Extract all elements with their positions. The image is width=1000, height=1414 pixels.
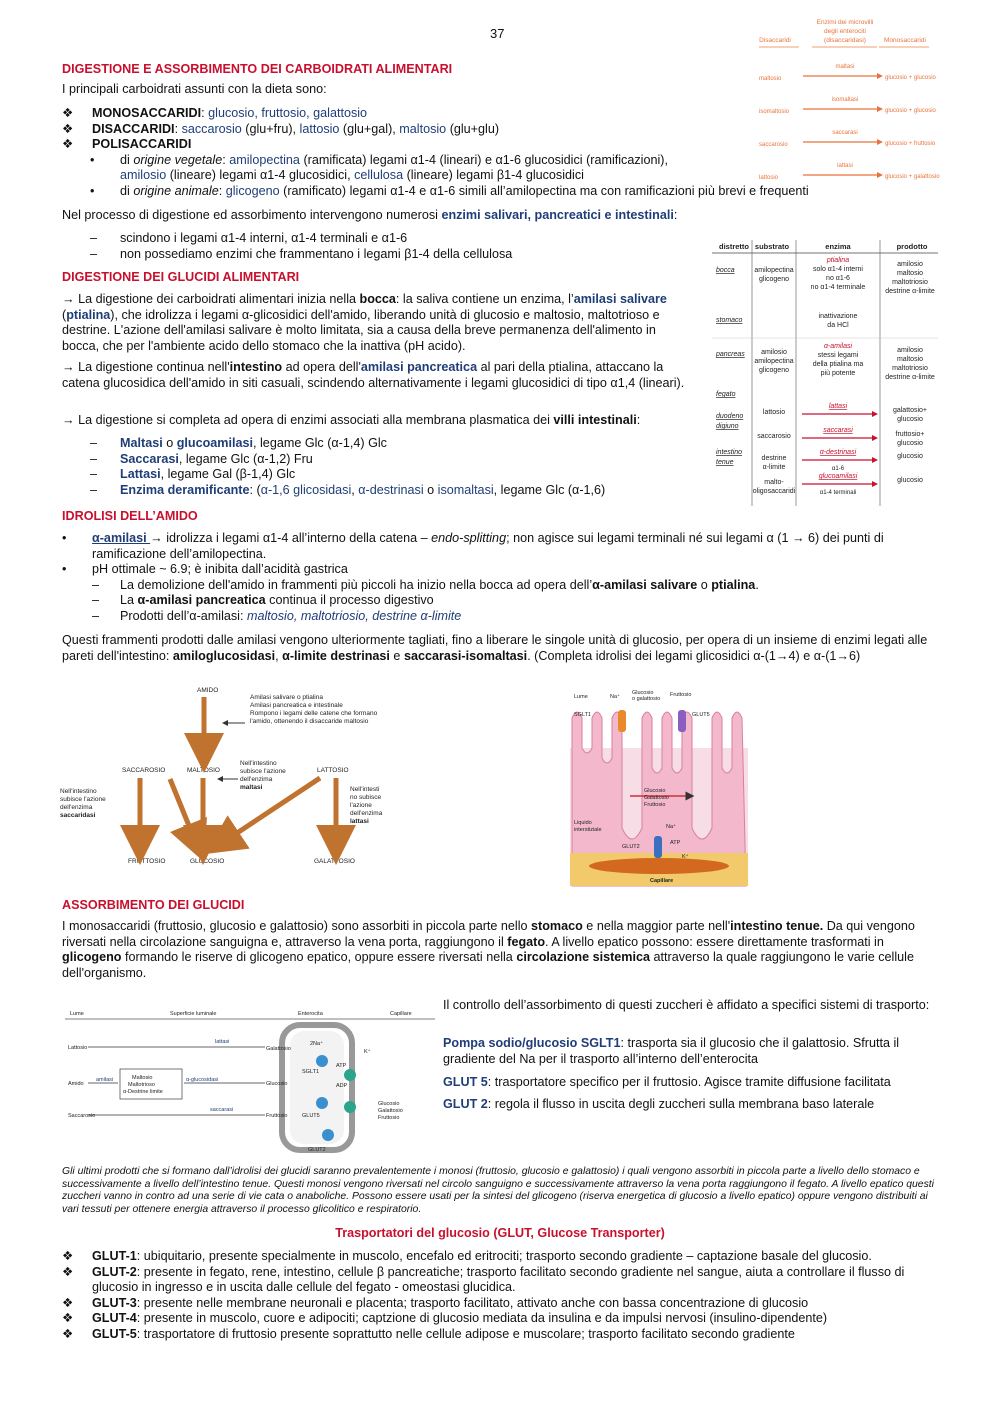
dig-cell-text: maltotriosio [892, 365, 928, 372]
dig-cell-text: amilopectina [754, 267, 794, 274]
diagram-label: GLUT5 [302, 1113, 320, 1119]
diagram-label: Capillare [390, 1011, 412, 1017]
assorbimento-paragraph: I monosaccaridi (fruttosio, glucosio e galattosio) sono assorbiti in piccola parte nello stomaco e nella maggior parte nell'intestino tenue. Da qui vengono riversati nella circolazione sanguigna e, attraverso la vena porta, raggiungono il fegato. A livello epatico possono: essere direttamente trasformati in glicogeno formando le riserve di glicogeno epatico, oppure essere riversati nella circolazione sistemica attraverso la quale raggiungono le varie cellule dell'organismo. [62, 919, 915, 980]
diagram-label: Galattosio [266, 1046, 291, 1052]
diagram-label: K⁺ [682, 854, 689, 860]
dash-demolizione: – La demolizione dell'amido in frammenti più piccoli ha inizio nella bocca ad opera dell’α-amilasi salivare o ptialina. [92, 577, 759, 592]
dig-cell-text: galattosio+ [892, 407, 928, 414]
diagram-label: Lume [574, 694, 588, 700]
disacc-enzyme: isomaltasi [831, 97, 859, 103]
dig-cell-text: solo α1-4 interni [813, 266, 863, 273]
dig-cell-text: α-destrinasi [819, 449, 857, 456]
dig-cell-text: digiuno [716, 423, 739, 430]
dig-cell-text: destrine α-limite [885, 374, 935, 381]
diagram-label: Glucosio [632, 690, 654, 696]
dig-cell-text: oligosaccaridi [752, 488, 796, 495]
diagram-label: ATP [336, 1063, 347, 1069]
dig-cell-text: α1-6 [831, 466, 845, 472]
dig-cell-text: fruttosio+ [895, 431, 925, 438]
disacc-arrowhead [877, 73, 883, 79]
diagram-label: saccaridasi [60, 812, 96, 819]
diagram-label: GALATTOSIO [314, 858, 355, 865]
dig-arrowhead [872, 481, 878, 487]
dig-cell-text: saccarasi [823, 427, 853, 434]
dot-bullet-icon: • [90, 152, 95, 167]
glut-list-item [62, 1311, 938, 1327]
diagram-label: Glucosio [266, 1081, 288, 1087]
dig-header-distretto: distretto [719, 242, 749, 251]
dig-cell-text: no α1-4 terminale [810, 284, 866, 291]
dig-header-prodotto: prodotto [896, 242, 928, 251]
diagram-label: Fruttosio [378, 1115, 400, 1121]
diagram-label: K⁺ [364, 1049, 371, 1055]
summary-italic-paragraph: Gli ultimi prodotti che si formano dall’idrolisi dei glucidi saranno prevalentemente i monosi (fruttosio, glucosio e galattosio) i quali vengono assorbiti in piccola parte a livello dello stomaco e successivamente a livello dell’intestino tenue. Questi monosi vengono riversati nel circolo sanguigno e successivamente attraverso la vena porta raggiungono il fegato. A livello epatico questi zuccheri vanno in contro ad una serie di vie cata o anaboliche. Possono essere usati per la sintesi del glicogeno (riserva energetica di glucosio a livello epatico) oppure vengono distribuiti ai vari tessuti per ottenere energia attraverso il processo glicolitico e respiratorio. [62, 1166, 934, 1215]
diagram-label: FRUTTOSIO [128, 858, 166, 865]
diamond-bullet-icon: ❖ [62, 1311, 74, 1325]
dig-cell-text: da HCl [827, 322, 849, 329]
diagram-label: Amido [68, 1081, 84, 1087]
diagram-label: amilasi [96, 1077, 114, 1083]
mono-items: glucosio, fruttosio, galattosio [208, 106, 368, 120]
digestion-table [712, 238, 938, 508]
dig-cell-text: della ptialina ma [812, 361, 864, 368]
disacc-product: glucosio + glucosio [885, 108, 936, 114]
diamond-bullet-icon: ❖ [62, 1326, 74, 1341]
disacc-product: glucosio + fruttosio [885, 141, 936, 147]
enzimi-dash-list [90, 231, 690, 262]
list-item-vegetale: • di origine vegetale: amilopectina (ramificata) legami α1-4 (lineari) e α1-6 glucosidici (ramificazioni), amilosio (lineare) legami α1-4 glucosidici, cellulosa (lineare) legami β1-4 glucosidici [90, 152, 668, 182]
diagram-label: MALTOSIO [187, 767, 220, 774]
dig-cell-text: tenue [716, 459, 734, 466]
dig-header-substrato: substrato [754, 242, 790, 251]
dig-cell-text: amilosio [761, 349, 787, 356]
dig-cell-text: α1-4 terminali [819, 490, 857, 496]
villi-absorption-diagram [570, 688, 748, 886]
diagram-label: saccarasi [210, 1107, 234, 1113]
disacc-substrate: lattosio [759, 175, 779, 181]
glut-desc: : presente in muscolo, cuore e adipociti; captzione di glucosio mediata da insulina e da impulsi nervosi (insulino-dipendente) [136, 1311, 828, 1325]
dig-cell-text: no α1-6 [826, 275, 850, 282]
dig-cell-text: glucoamilasi [818, 473, 858, 480]
diagram-label: o galattosio [632, 696, 661, 702]
dash-item-saccarasi: – Saccarasi, legame Glc (α-1,2) Fru [90, 451, 313, 466]
bullet-ph: • pH ottimale ~ 6.9; è inibita dall’acidità gastrica [62, 562, 348, 576]
glut-desc: : presente nelle membrane neuronali e placenta; trasporto facilitato, attivato anche con bassa concentrazione di glucosio [136, 1295, 809, 1310]
dash-pancreatica: – La α-amilasi pancreatica continua il processo digestivo [92, 593, 434, 607]
glut-list-item [62, 1327, 938, 1343]
dig-cell-text: amilosio [897, 261, 923, 268]
enzimi-paragraph: Nel processo di digestione ed assorbimento intervengono numerosi enzimi salivari, pancreatici e intestinali: [62, 208, 678, 222]
dig-cell-text: glucosio [897, 453, 923, 460]
page-number: 37 [490, 26, 505, 41]
list-item-mono: ❖ MONOSACCARIDI: glucosio, fruttosio, galattosio [62, 106, 368, 120]
disacc-col1: Disaccaridi [759, 37, 791, 44]
diagram-label: GLUCOSIO [190, 858, 225, 865]
diagram-label: α-Destrine limite [123, 1089, 163, 1095]
diagram-label: SGLT1 [302, 1069, 320, 1075]
diagram-label: Maltosio [132, 1075, 153, 1081]
glut-list-item [62, 1296, 938, 1312]
diagram-label: Capillare [650, 878, 674, 884]
dig-cell-text: amilopectina [754, 358, 794, 365]
glut-list-item [62, 1265, 938, 1296]
diagram-label: Lattosio [68, 1045, 88, 1051]
dig-cell-text: ptialina [826, 257, 850, 264]
dig-cell-text: bocca [716, 267, 735, 274]
section-title-idrolisi-amido: IDROLISI DELL’AMIDO [62, 509, 198, 523]
diagram-label: maltasi [240, 784, 263, 791]
diagram-label: subisce l'azione [60, 796, 106, 803]
diagram-label: Fruttosio [670, 692, 692, 698]
dig-cell-text: α-amilasi [823, 343, 853, 350]
diagram-label: 2Na⁺ [310, 1041, 323, 1047]
dig-cell-text: pancreas [716, 351, 745, 358]
diagram-label: subisce l'azione [240, 768, 286, 775]
diagram-label: Fruttosio [644, 802, 666, 808]
diagram-label: lattasi [215, 1039, 230, 1045]
disacc-col3: Monosaccaridi [884, 37, 926, 44]
diagram-label: Na⁺ [610, 694, 620, 700]
starch-amido-label: AMIDO [197, 687, 219, 694]
frammenti-paragraph: Questi frammenti prodotti dalle amilasi vengono ulteriormente tagliati, fino a liberare le singole unità di glucosio, per opera di un insieme di enzimi legati alle pareti dell'intestino: amiloglucosidasi, α-limite destrinasi e saccarasi-isomaltasi. (Completa idrolisi dei legami glicosidici α-(1→4) e α-(1→6) [62, 633, 928, 663]
dig-arrowhead [872, 411, 878, 417]
dig-arrowhead [872, 435, 878, 441]
diagram-label: Glucosio [644, 788, 666, 794]
dig-cell-text: maltotriosio [892, 279, 928, 286]
disacc-enzyme: lattasi [837, 163, 853, 169]
dash-prodotti: – Prodotti dell’α-amilasi: maltosio, maltotriosio, destrine α-limite [92, 608, 462, 623]
dig-cell-text: maltosio [896, 356, 924, 363]
glut-desc: : trasportatore di fruttosio presente soprattutto nelle cellule adipose e muscolare; trasporto facilitato secondo gradiente [136, 1326, 795, 1341]
dig-cell-text: amilosio [897, 347, 923, 354]
dig-cell-text: lattasi [828, 403, 848, 410]
dash-item-maltasi: – Maltasi o glucoamilasi, legame Glc (α-1,4) Glc [90, 436, 387, 450]
intro-text: I principali carboidrati assunti con la dieta sono: [62, 82, 327, 96]
paragraph-villi: → La digestione si completa ad opera di enzimi associati alla membrana plasmatica dei villi intestinali: [62, 413, 641, 427]
section-title-assorbimento: ASSORBIMENTO DEI GLUCIDI [62, 898, 245, 912]
idrolisi-list [62, 531, 942, 624]
bullet-alpha-amilasi: • α-amilasi → idrolizza i legami α1-4 all’interno della catena – endo-splitting; non agisce sui legami terminali né sui legami α (1 → 6) dei punti di ramificazione dell’amilopectina. [62, 531, 884, 561]
disacc-substrate: isomaltosio [759, 109, 790, 115]
dig-arrowhead [872, 457, 878, 463]
dash-item-deramificante: – Enzima deramificante: (α-1,6 glicosidasi, α-destrinasi o isomaltasi, legame Glc (α-1,6) [90, 482, 606, 497]
diagram-label: Lume [70, 1011, 84, 1017]
diamond-bullet-icon: ❖ [62, 121, 74, 136]
diamond-bullet-icon: ❖ [62, 137, 74, 151]
diagram-label: Na⁺ [666, 824, 676, 830]
paragraph-bocca: → La digestione dei carboidrati alimentari inizia nella bocca: la saliva contiene un enzima, l’amilasi salivare (ptialina), che idrolizza i legami α-glicosidici dell'amido, liberando unità di glucosio e maltosio, maltotrioso e destrine. L'azione dell'amilasi salivare è molto limitata, sia a causa della breve permanenza dell'alimento in bocca, che per l'ambiente acido dello stomaco che la inattiva (pH acido). [62, 292, 667, 353]
disacc-col2-l3: (disaccaridasi) [824, 37, 866, 44]
diagram-label: dell'enzima [350, 810, 383, 817]
mono-label: MONOSACCARIDI [92, 106, 202, 120]
diagram-label: Nell'intestino [60, 788, 97, 795]
diagram-label: Glucosio [378, 1101, 400, 1107]
disacc-enzyme: maltasi [835, 64, 855, 70]
diagram-label: Galattosio [644, 795, 669, 801]
dig-cell-text: glucosio [897, 477, 923, 484]
glut-desc: : presente in fegato, rene, intestino, cellule β pancreatiche; trasporto facilitato secondo gradiente nel sangue, aiuta a controllare il flusso di glucosio in ingresso e in uscita dalle cellule del fegato - omeostasi glucidica. [92, 1264, 905, 1294]
dig-cell-text: stomaco [716, 317, 743, 324]
dig-cell-text: glicogeno [759, 367, 789, 374]
diagram-label: Superficie luminale [170, 1011, 217, 1017]
diagram-label: dell'enzima [240, 776, 273, 783]
disacc-col2-l2: degli enterociti [824, 28, 866, 35]
dig-cell-text: malto- [764, 479, 784, 486]
di-label: DISACCARIDI [92, 121, 175, 136]
glut-key: GLUT-3 [92, 1295, 137, 1310]
starch-hydrolysis-diagram [60, 683, 440, 871]
villi-enzyme-list [90, 436, 690, 498]
glut-list-item [62, 1249, 938, 1265]
glut5-paragraph: GLUT 5: trasportatore specifico per il fruttosio. Agisce tramite diffusione facilitata [443, 1075, 891, 1089]
diagram-label: Maltotrioso [128, 1082, 155, 1088]
diagram-label: Enterocita [298, 1011, 323, 1017]
section-title-digestione-glucidi: DIGESTIONE DEI GLUCIDI ALIMENTARI [62, 270, 300, 284]
dig-cell-text: glucosio [897, 440, 923, 447]
poli-label: POLISACCARIDI [92, 137, 192, 151]
diagram-label: GLUT2 [622, 844, 640, 850]
diagram-label: Amilasi salivare o ptialina [250, 694, 323, 701]
disacc-product: glucosio + galattosio [885, 174, 940, 180]
glut-key: GLUT-2 [92, 1264, 137, 1279]
dash-item-lattasi: – Lattasi, legame Gal (β-1,4) Glc [90, 467, 296, 481]
diagram-label: GLUT5 [692, 712, 710, 718]
diagram-label: SACCAROSIO [122, 767, 166, 774]
dot-bullet-icon: • [90, 183, 95, 198]
diagram-label: GLUT2 [308, 1147, 326, 1153]
glut-list [62, 1249, 938, 1342]
diagram-label: Liquido [574, 820, 592, 826]
diagram-label: α-glucosidasi [186, 1077, 219, 1083]
dig-cell-text: destrine α-limite [885, 288, 935, 295]
disacc-enzyme: saccarasi [832, 130, 858, 136]
disacc-col2-l1: Enzimi dei microvilli [816, 19, 874, 26]
diagram-label: Amilasi pancreatica e intestinale [250, 702, 343, 709]
diagram-label: l'azione [350, 802, 372, 809]
diagram-label: dell'enzima [60, 804, 93, 811]
diagram-label: interstiziale [574, 827, 602, 833]
glut-desc: : ubiquitario, presente specialmente in muscolo, encefalo ed eritrociti; trasporto secondo gradiente – captazione basale del glucosio. [136, 1249, 872, 1263]
dig-cell-text: lattosio [762, 409, 786, 416]
glut-key: GLUT-1 [92, 1249, 137, 1263]
diagram-label: Galattosio [378, 1108, 403, 1114]
enterocyte-transport-diagram [60, 1005, 440, 1157]
dig-cell-text: glucosio [897, 416, 923, 423]
diamond-bullet-icon: ❖ [62, 1249, 74, 1263]
dig-cell-text: duodeno [716, 413, 744, 420]
dig-cell-text: inattivazione [818, 313, 858, 320]
diagram-label: Rompono i legami delle catene che formano [250, 710, 378, 717]
dig-cell-text: stessi legami [817, 352, 859, 359]
dash-item: – scindono i legami α1-4 interni, α1-4 terminali e α1-6 [90, 231, 408, 245]
glut-title: Trasportatori del glucosio (GLUT, Glucose Transporter) [335, 1226, 665, 1240]
dash-item: – non possediamo enzimi che frammentano i legami β1-4 della cellulosa [90, 246, 513, 261]
disacc-substrate: maltosio [759, 76, 782, 82]
diagram-label: Nell'intesti [350, 786, 380, 793]
diagram-label: ADP [336, 1083, 348, 1089]
diamond-bullet-icon: ❖ [62, 1264, 74, 1279]
dig-header-enzima: enzima [825, 242, 851, 251]
list-item-di: ❖ DISACCARIDI: saccarosio (glu+fru), lattosio (glu+gal), maltosio (glu+glu) [62, 121, 500, 136]
diagram-label: SGLT1 [574, 712, 592, 718]
glut2-paragraph: GLUT 2: regola il flusso in uscita degli zuccheri sulla membrana baso laterale [443, 1097, 875, 1111]
diagram-label: Fruttosio [266, 1113, 288, 1119]
dig-cell-text: destrine [761, 455, 787, 462]
sglt1-paragraph: Pompa sodio/glucosio SGLT1: trasporta sia il glucosio che il galattosio. Sfrutta il gradiente del Na per il trasporto all’interno dell’enterocita [443, 1036, 900, 1066]
trasporto-intro: Il controllo dell’assorbimento di questi zuccheri è affidato a specifici sistemi di trasporto: [443, 998, 930, 1012]
dig-cell-text: saccarosio [757, 433, 791, 440]
dig-cell-text: intestino [716, 449, 743, 456]
diamond-bullet-icon: ❖ [62, 1295, 74, 1310]
dig-cell-text: α-limite [762, 464, 786, 471]
dig-cell-text: fegato [716, 391, 736, 398]
diagram-label: no subisce [350, 794, 382, 801]
disacc-product: glucosio + glucosio [885, 75, 936, 81]
carbohydrate-list [62, 106, 942, 199]
list-item-animale: • di origine animale: glicogeno (ramificato) legami α1-4 e α1-6 simili all’amilopectina ma con ramificazioni più brevi e frequenti [90, 183, 809, 198]
list-item-poli [62, 137, 942, 153]
glut-key: GLUT-4 [92, 1311, 137, 1325]
diagram-label: Saccarosio [68, 1113, 96, 1119]
diagram-label: lattasi [350, 818, 369, 825]
diagram-label: LATTOSIO [317, 767, 349, 774]
diagram-label: Nell'intestino [240, 760, 277, 767]
paragraph-intestino: → La digestione continua nell'intestino ad opera dell'amilasi pancreatica al pari della ptialina, attaccano la catena glucosidica dell'amido in siti casuali, scindendo alternativamente i legami glucosidici di tipo α1,4 (lineari). [62, 360, 685, 390]
diamond-bullet-icon: ❖ [62, 106, 74, 120]
disacc-substrate: saccarosio [759, 142, 788, 148]
dig-cell-text: maltosio [896, 270, 924, 277]
glut-key: GLUT-5 [92, 1326, 137, 1341]
dig-cell-text: più potente [820, 370, 856, 377]
section-title-digestione-assorbimento: DIGESTIONE E ASSORBIMENTO DEI CARBOIDRATI ALIMENTARI [62, 62, 453, 76]
dig-cell-text: glicogeno [759, 276, 789, 283]
diagram-label: l'amido, ottenendo il disaccaride maltosio [250, 718, 369, 725]
diagram-label: ATP [670, 840, 681, 846]
